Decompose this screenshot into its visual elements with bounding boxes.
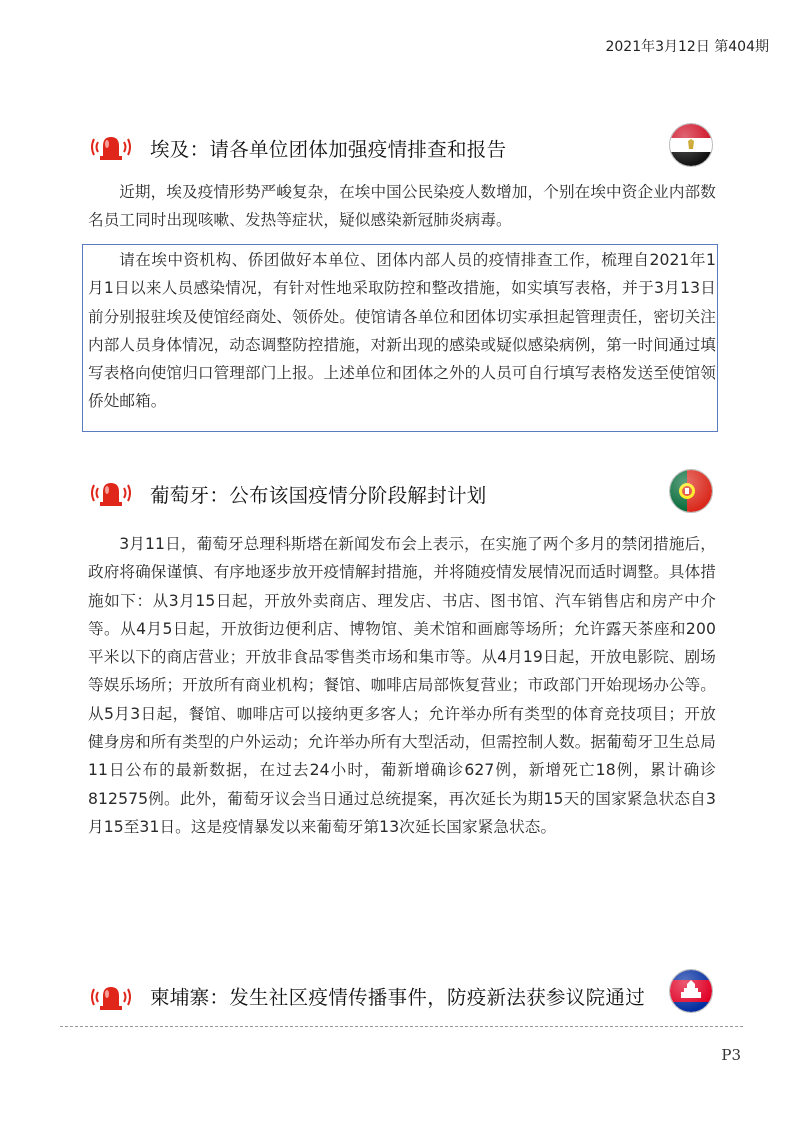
- footer-divider: [60, 1026, 743, 1027]
- page-number: P3: [721, 1046, 741, 1064]
- paragraph: 3月11日，葡萄牙总理科斯塔在新闻发布会上表示，在实施了两个多月的禁闭措施后，政府将确保谨慎、有序地逐步放开疫情解封措施，并将随疫情发展情况而适时调整。具体措施如下：从3月15日起，开放外卖商店、理发店、书店、图书馆、汽车销售店和房产中介等。从4月5日起，开放街边便利店、博物馆、美术馆和画廊等场所；允许露天茶座和200平米以下的商店营业；开放非食品零售类市场和集市等。从4月19日起，开放电影院、剧场等娱乐场所；开放所有商业机构；餐馆、咖啡店局部恢复营业；市政部门开始现场办公等。从5月3日起，餐馆、咖啡店可以接纳更多客人；允许举办所有类型的体育竞技项目；开放健身房和所有类型的户外运动；允许举办所有大型活动，但需控制人数。据葡萄牙卫生总局11日公布的最新数据，在过去24小时，葡新增确诊627例，新增死亡18例，累计确诊812575例。此外，葡萄牙议会当日通过总统提案，再次延长为期15天的国家紧急状态自3月15至31日。这是疫情暴发以来葡萄牙第13次延长国家紧急状态。: [88, 535, 716, 836]
- issue-date: 2021年3月12日 第404期: [605, 39, 769, 55]
- section-header-portugal: [88, 468, 714, 518]
- egypt-flag-icon: [668, 122, 714, 168]
- cambodia-flag-icon: [668, 968, 714, 1014]
- alarm-siren-icon: [88, 132, 134, 162]
- section-title: 埃及：请各单位团体加强疫情排查和报告: [150, 138, 507, 161]
- section-header-cambodia: [88, 972, 714, 1022]
- section-title: 葡萄牙：公布该国疫情分阶段解封计划: [150, 484, 487, 507]
- alarm-siren-icon: [88, 478, 134, 508]
- paragraph: 近期，埃及疫情形势严峻复杂，在埃中国公民染疫人数增加，个别在埃中资企业内部数名员工同时出现咳嗽、发热等症状，疑似感染新冠肺炎病毒。: [88, 183, 716, 230]
- alarm-siren-icon: [88, 982, 134, 1012]
- paragraph-highlighted: 请在埃中资机构、侨团做好本单位、团体内部人员的疫情排查工作，梳理自2021年1月1日以来人员感染情况，有针对性地采取防控和整改措施，如实填写表格，并于3月13日前分别报驻埃及使馆经商处、领侨处。使馆请各单位和团体切实承担起管理责任，密切关注内部人员身体情况，动态调整防控措施，对新出现的感染或疑似感染病例，第一时间通过填写表格向使馆归口管理部门上报。上述单位和团体之外的人员可自行填写表格发送至使馆领侨处邮箱。: [88, 251, 716, 411]
- section-header-egypt: [88, 122, 714, 172]
- section-title: 柬埔寨：发生社区疫情传播事件，防疫新法获参议院通过: [150, 986, 646, 1009]
- portugal-flag-icon: [668, 468, 714, 514]
